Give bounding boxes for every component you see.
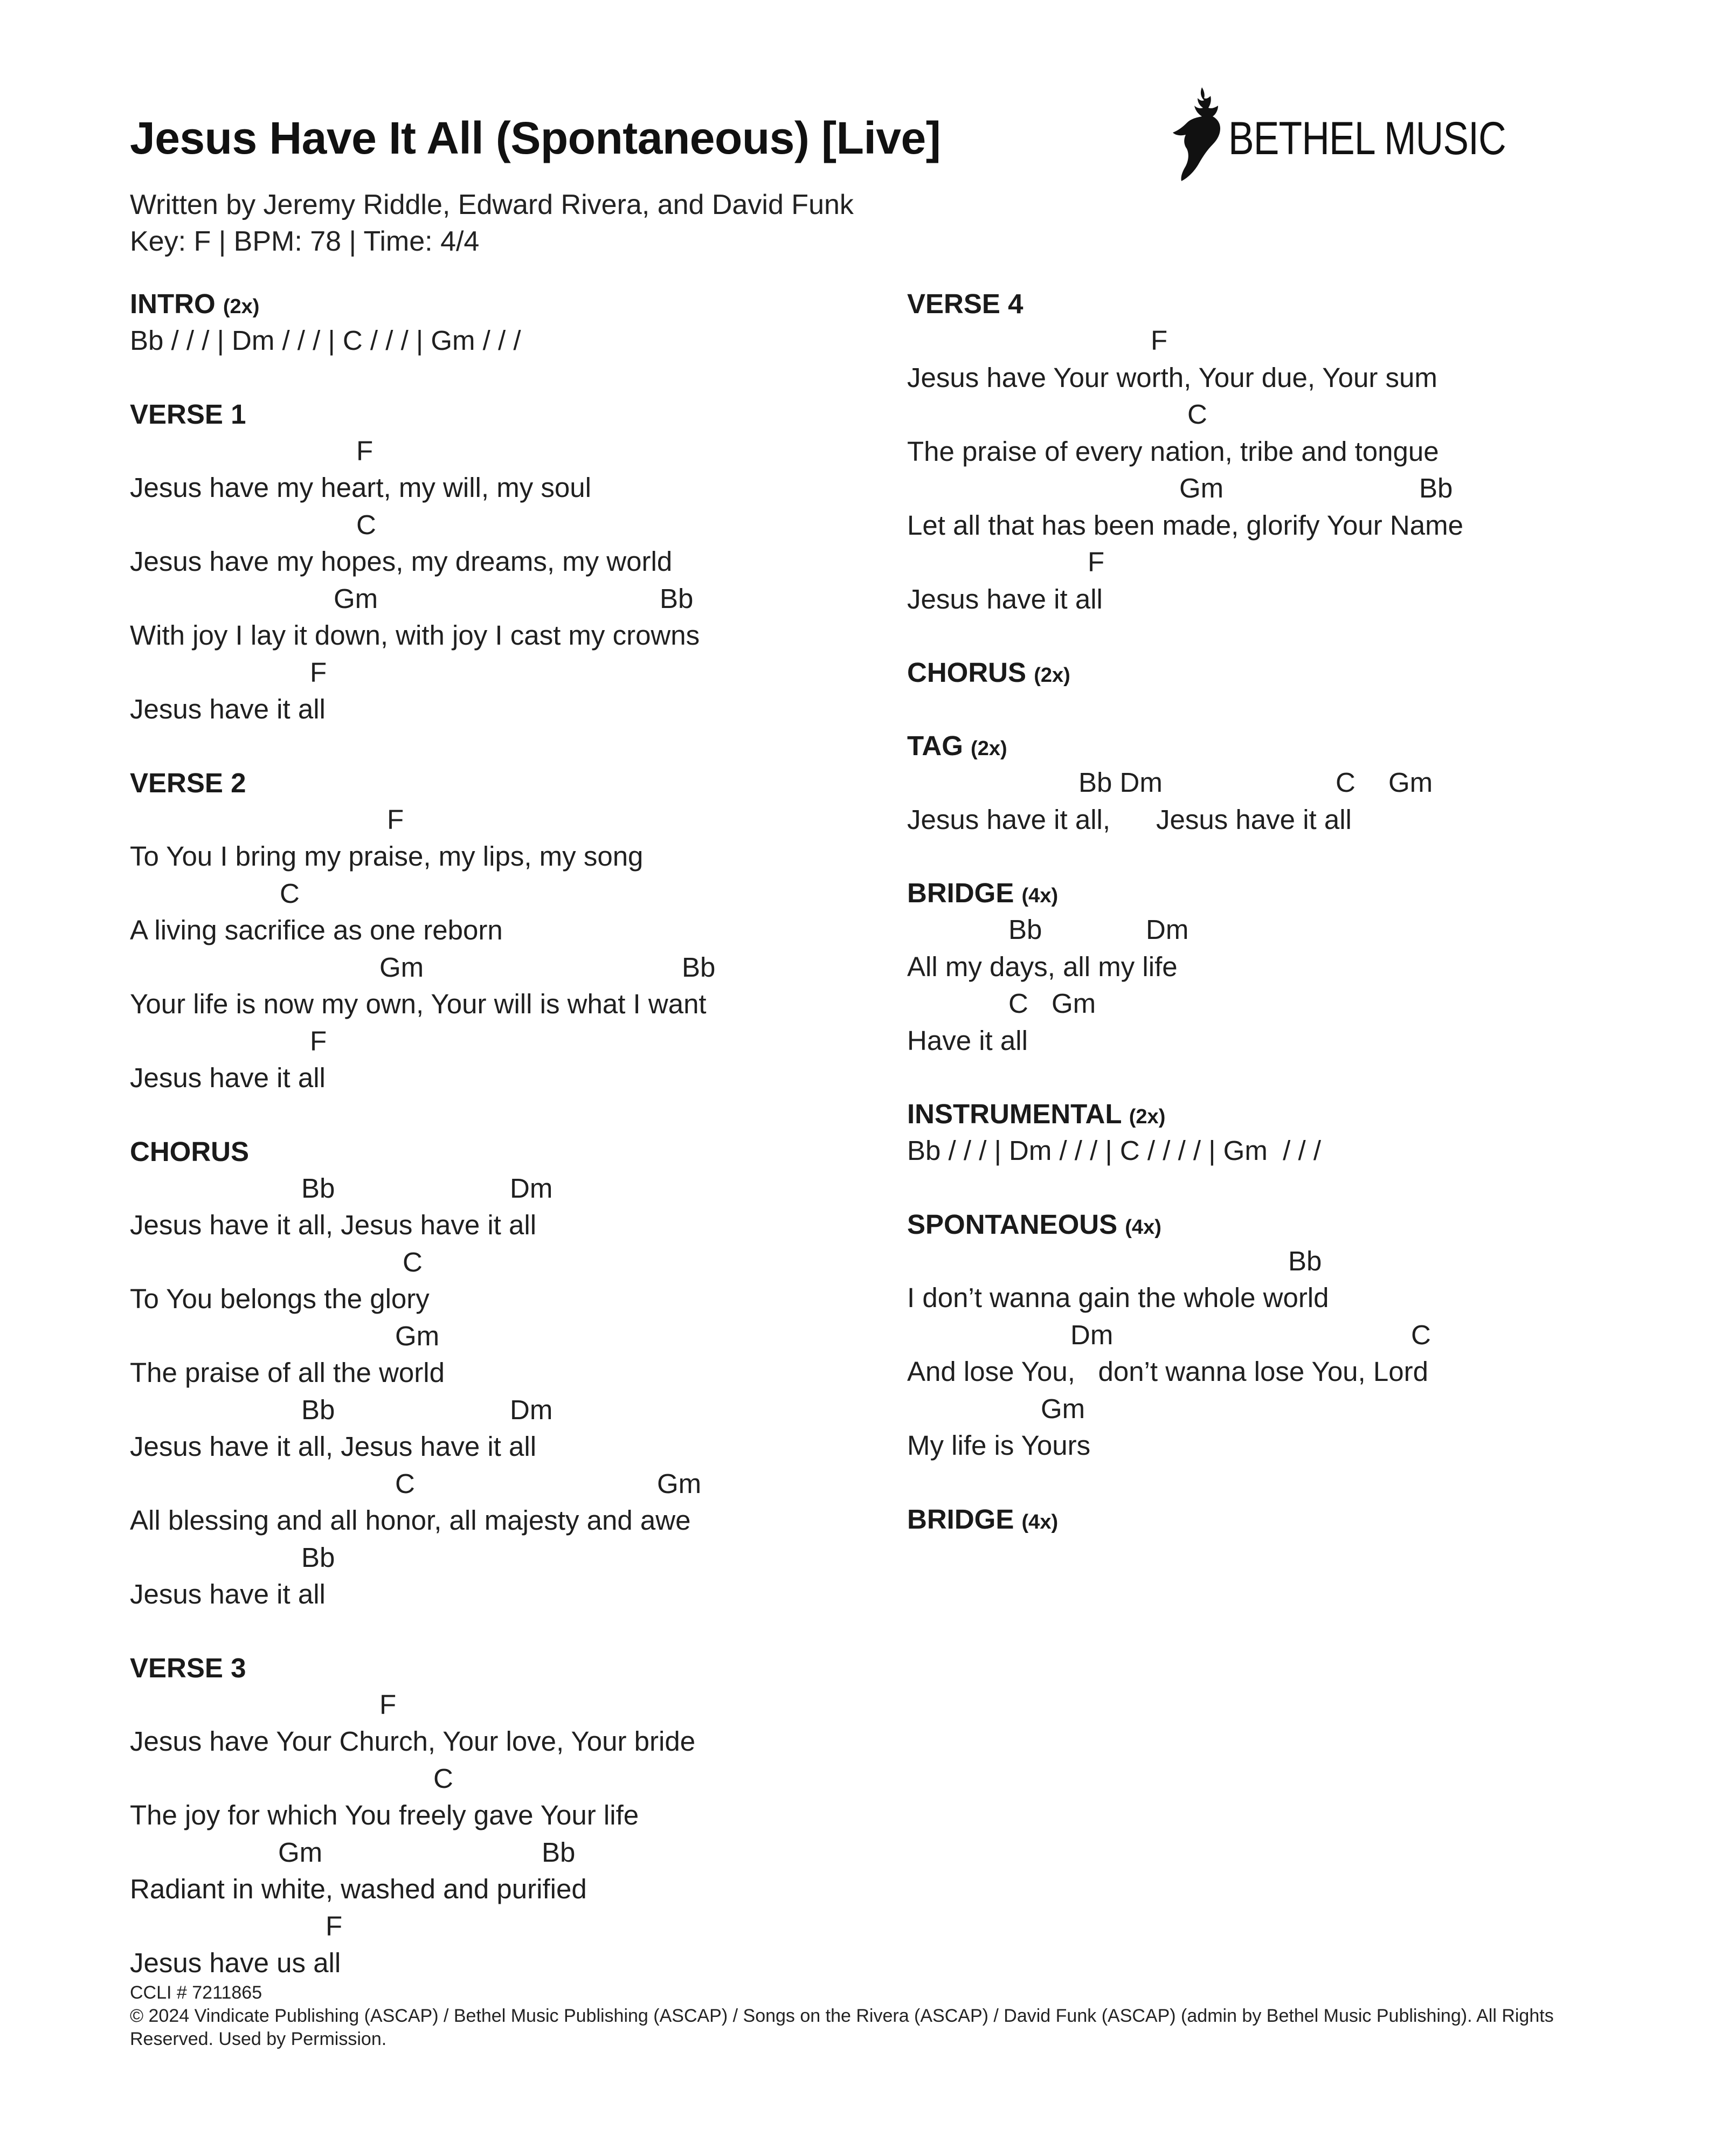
song-section — [130, 396, 831, 728]
chord-line — [907, 470, 1608, 507]
section-label: VERSE 2 — [130, 767, 246, 798]
chord: Bb — [301, 1172, 335, 1204]
repeat-count: (4x) — [1125, 1215, 1161, 1239]
chord: Bb — [542, 1836, 576, 1868]
lyric-line: I don’t wanna gain the whole world — [907, 1282, 1329, 1313]
chord-line — [130, 1760, 831, 1798]
chord-line — [130, 875, 831, 913]
song-section — [130, 1134, 831, 1613]
section-heading — [907, 1096, 1608, 1132]
chord: Gm — [1041, 1393, 1085, 1424]
chord: Gm — [1179, 473, 1224, 503]
writers-line: Written by Jeremy Riddle, Edward Rivera, and David Funk — [130, 189, 854, 220]
chord: C — [433, 1763, 453, 1794]
chord: F — [326, 1910, 343, 1941]
right-column — [907, 286, 1608, 1574]
lyric-line: Jesus have it all — [130, 694, 326, 724]
section-label: VERSE 1 — [130, 398, 246, 430]
chord-line — [130, 433, 831, 470]
section-label: BRIDGE — [907, 1503, 1014, 1535]
lyric-line: Bb / / / | Dm / / / | C / / / | Gm / / / — [130, 325, 521, 356]
deer-head-icon — [1164, 85, 1229, 182]
footer — [130, 1981, 1596, 2051]
key-bpm-time-line: Key: F | BPM: 78 | Time: 4/4 — [130, 226, 480, 257]
section-label: VERSE 4 — [907, 288, 1024, 319]
repeat-count: (4x) — [1021, 884, 1059, 907]
song-section — [907, 1096, 1608, 1170]
chord: F — [1088, 547, 1105, 577]
lyric-line: Jesus have it all, Jesus have it all — [130, 1431, 537, 1462]
chord: F — [310, 657, 327, 688]
lyric-line: To You I bring my praise, my lips, my song — [130, 841, 644, 872]
chord-line — [907, 985, 1608, 1022]
section-label: INTRO — [130, 288, 216, 319]
repeat-count: (2x) — [1129, 1105, 1166, 1128]
chord: Gm — [334, 583, 378, 614]
section-label: VERSE 3 — [130, 1652, 246, 1683]
song-section — [907, 1501, 1608, 1538]
chord-line — [130, 654, 831, 692]
lyric-line: All my days, all my life — [907, 951, 1178, 982]
chord-line — [130, 1908, 831, 1945]
section-heading — [907, 1501, 1608, 1538]
chord-line — [130, 581, 831, 618]
chord: Bb — [301, 1394, 335, 1425]
song-section — [130, 765, 831, 1097]
section-heading — [907, 728, 1608, 764]
lyric-line: All blessing and all honor, all majesty and awe — [130, 1505, 691, 1536]
chord-line — [130, 1539, 831, 1577]
chord: Bb — [1288, 1245, 1322, 1276]
chord-line — [907, 1243, 1608, 1280]
chord: Gm — [657, 1468, 702, 1499]
chord-line — [130, 1392, 831, 1429]
chord: C — [403, 1246, 423, 1277]
chord-line — [907, 1391, 1608, 1428]
lyric-line: Jesus have it all — [907, 583, 1103, 614]
lyric-line: A living sacrifice as one reborn — [130, 915, 503, 945]
chord-line — [130, 1687, 831, 1724]
section-label: TAG — [907, 730, 963, 761]
chord: Dm — [1070, 1319, 1114, 1350]
song-title: Jesus Have It All (Spontaneous) [Live] — [130, 113, 941, 163]
chord-line — [907, 544, 1608, 581]
chord-line — [130, 801, 831, 839]
lyric-line: Radiant in white, washed and purified — [130, 1874, 587, 1904]
chord-line — [130, 1466, 831, 1503]
chord: F — [379, 1689, 397, 1720]
chord-line — [907, 322, 1608, 360]
chord: Bb — [1008, 914, 1042, 945]
chord-line — [130, 1170, 831, 1207]
section-heading — [130, 765, 831, 801]
song-section — [130, 1650, 831, 1982]
lyric-line: With joy I lay it down, with joy I cast my crowns — [130, 620, 700, 651]
section-heading — [907, 654, 1608, 691]
bethel-music-logo — [1164, 81, 1579, 189]
lyric-line: Jesus have it all — [130, 1062, 326, 1093]
chord: C — [1187, 399, 1207, 430]
song-section — [130, 286, 831, 360]
song-section — [907, 728, 1608, 838]
chord: Dm — [1146, 914, 1189, 945]
chord: Bb Dm — [1078, 767, 1163, 798]
section-heading — [130, 1650, 831, 1687]
ccli-number: CCLI # 7211865 — [130, 1982, 262, 2003]
song-section — [907, 286, 1608, 618]
chord: Bb — [660, 583, 694, 614]
section-label: CHORUS — [130, 1136, 250, 1167]
chord: Gm — [379, 951, 424, 983]
chord-line — [130, 1023, 831, 1060]
chord: Gm — [395, 1320, 440, 1351]
lyric-line: The joy for which You freely gave Your life — [130, 1800, 639, 1830]
chord: Bb — [301, 1542, 335, 1573]
chord: C — [1411, 1319, 1431, 1350]
lyric-line: Jesus have my hopes, my dreams, my world — [130, 546, 673, 577]
chord: C — [356, 509, 376, 540]
left-column — [130, 286, 831, 2019]
section-heading — [130, 396, 831, 433]
lyric-line: The praise of every nation, tribe and tongue — [907, 436, 1439, 467]
repeat-count: (2x) — [223, 295, 260, 318]
lyric-line: Jesus have it all, Jesus have it all — [907, 804, 1352, 835]
lyric-line: Jesus have my heart, my will, my soul — [130, 472, 591, 503]
section-heading — [907, 875, 1608, 911]
chord: Bb — [682, 951, 716, 983]
chord: Gm — [1388, 767, 1433, 798]
chord: Dm — [510, 1394, 553, 1425]
lyric-line: And lose You, don’t wanna lose You, Lord — [907, 1356, 1428, 1387]
lyric-line: Jesus have it all, Jesus have it all — [130, 1210, 537, 1240]
chord-line — [130, 507, 831, 544]
chord-line — [130, 949, 831, 986]
repeat-count: (2x) — [1034, 664, 1070, 687]
chord: F — [310, 1025, 327, 1056]
lyric-line: Jesus have it all — [130, 1579, 326, 1609]
lyric-line: To You belongs the glory — [130, 1283, 430, 1314]
chord: C — [280, 877, 300, 909]
section-heading — [907, 1206, 1608, 1243]
section-label: INSTRUMENTAL — [907, 1098, 1122, 1129]
chord-line — [130, 1244, 831, 1281]
chord: Bb — [1419, 473, 1453, 503]
chord-line — [907, 1317, 1608, 1354]
song-section — [907, 875, 1608, 1059]
lyric-line: Have it all — [907, 1025, 1028, 1056]
lyric-line: Jesus have Your worth, Your due, Your sum — [907, 362, 1437, 393]
section-heading — [130, 286, 831, 322]
lyric-line: Your life is now my own, Your will is what I want — [130, 989, 707, 1019]
lyric-line: Jesus have Your Church, Your love, Your bride — [130, 1726, 696, 1757]
lyric-line: Let all that has been made, glorify Your Name — [907, 509, 1463, 541]
chord: C — [1336, 767, 1356, 798]
chord: F — [1151, 325, 1168, 356]
logo-text: BETHEL MUSIC — [1228, 113, 1506, 164]
section-heading — [907, 286, 1608, 322]
chord: Gm — [1052, 988, 1096, 1019]
section-heading — [130, 1134, 831, 1170]
chord-line — [907, 911, 1608, 949]
chord: C — [395, 1468, 415, 1499]
chord: Gm — [278, 1836, 323, 1868]
repeat-count: (2x) — [971, 737, 1007, 760]
song-section — [907, 654, 1608, 691]
lyric-line: Jesus have us all — [130, 1947, 341, 1978]
chord: C — [1008, 988, 1028, 1019]
repeat-count: (4x) — [1021, 1510, 1059, 1533]
chord-line — [907, 764, 1608, 801]
section-label: CHORUS — [907, 657, 1027, 688]
lyric-line: My life is Yours — [907, 1430, 1091, 1461]
section-label: SPONTANEOUS — [907, 1208, 1118, 1240]
chord: F — [356, 435, 374, 466]
chord: F — [387, 804, 404, 835]
copyright-notice: © 2024 Vindicate Publishing (ASCAP) / Bethel Music Publishing (ASCAP) / Songs on the Rivera (ASCAP) / David Funk (ASCAP) (admin by Bethel Music Publishing). All Rights Reserved. Used by Permission. — [130, 2006, 1554, 2049]
song-section — [907, 1206, 1608, 1464]
chord-line — [130, 1318, 831, 1355]
lyric-line: Bb / / / | Dm / / / | C / / / / | Gm / / / — [907, 1135, 1322, 1166]
section-label: BRIDGE — [907, 877, 1014, 908]
chord-line — [907, 396, 1608, 433]
chord-line — [130, 1834, 831, 1871]
lyric-line: The praise of all the world — [130, 1357, 445, 1388]
chord: Dm — [510, 1172, 553, 1204]
